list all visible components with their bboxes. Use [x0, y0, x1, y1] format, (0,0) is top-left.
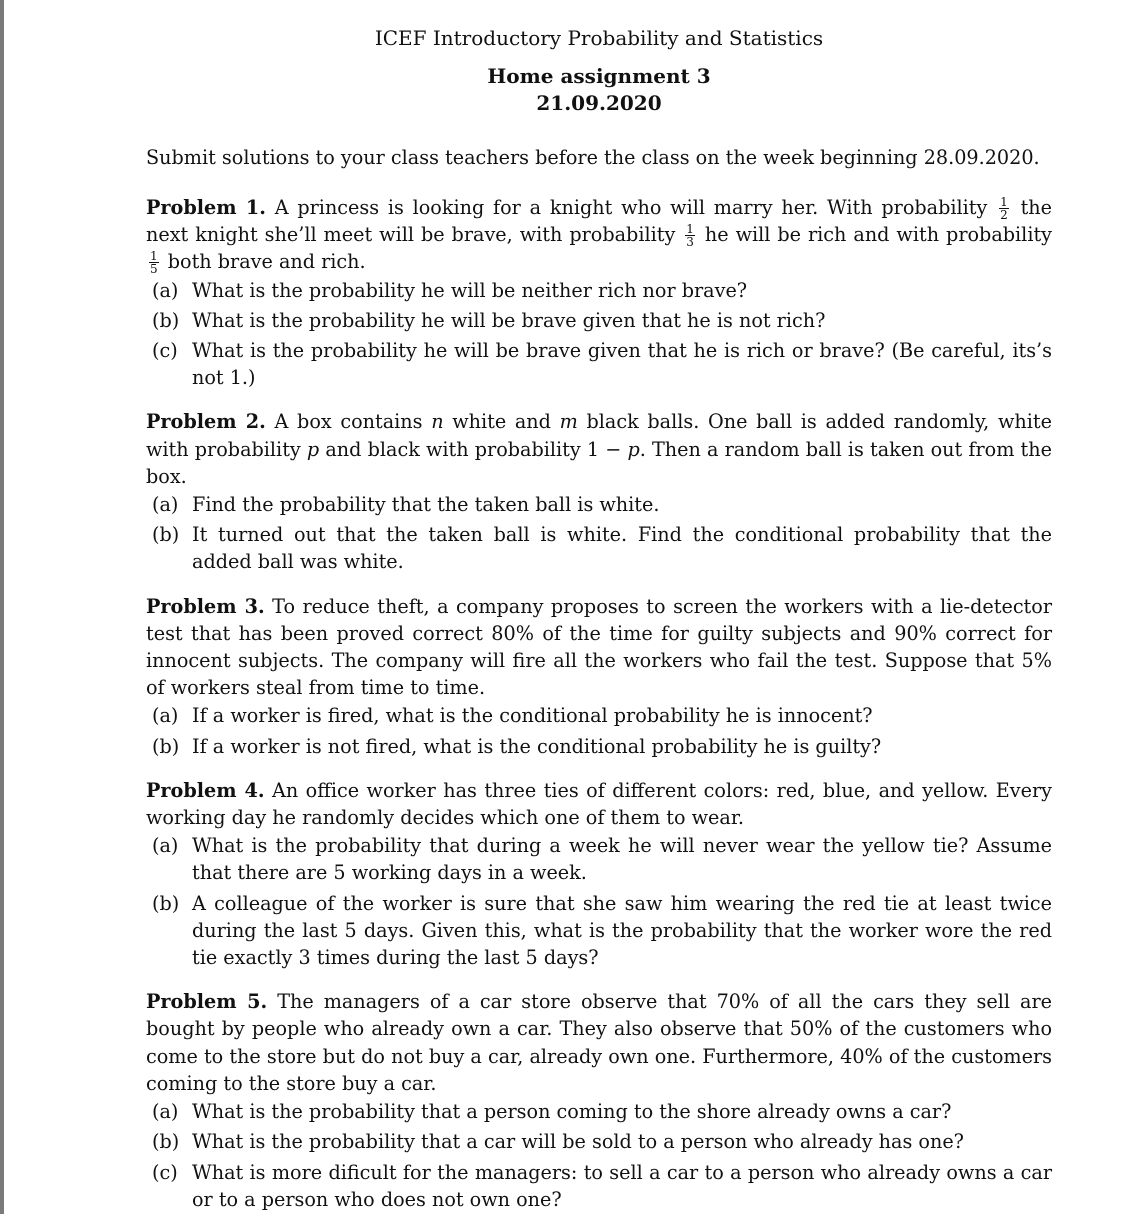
problem-1-items: [146, 277, 1052, 392]
list-item: [146, 1098, 1052, 1125]
problem-2-text: and black with probability 1 −: [325, 437, 622, 461]
assignment-date: 21.09.2020: [536, 91, 662, 115]
list-item: [146, 1128, 1052, 1155]
fraction-one-fifth: [149, 250, 159, 275]
item-text: What is the probability he will be brave given that he is not rich?: [192, 308, 826, 332]
fraction-denominator: 3: [686, 235, 694, 250]
problem-3-title: Problem 3.: [146, 594, 265, 618]
list-item: [146, 702, 1052, 729]
list-item: [146, 733, 1052, 760]
item-marker: (b): [152, 734, 180, 758]
submission-note: Submit solutions to your class teachers before the class on the week beginning 28.09.2020.: [146, 146, 1040, 169]
problem-1-text: both brave and rich.: [167, 250, 366, 274]
variable-n: n: [431, 410, 444, 434]
item-marker: (a): [152, 493, 179, 517]
viewer-left-edge: [0, 0, 4, 1214]
fraction-numerator: 1: [686, 222, 694, 237]
item-marker: (c): [152, 339, 178, 363]
problem-2: [146, 408, 1052, 575]
item-marker: (c): [152, 1160, 178, 1184]
problem-4-statement: [146, 777, 1052, 831]
problem-1-title: Problem 1.: [146, 196, 266, 219]
problem-5-statement: [146, 988, 1052, 1097]
problem-4-title: Problem 4.: [146, 778, 265, 802]
item-text: It turned out that the taken ball is white. Find the conditional probability that the added ball was white.: [192, 523, 1052, 574]
list-item: [146, 1159, 1052, 1213]
item-marker: (a): [152, 704, 179, 728]
problem-1-text: the next knight she’ll meet will be brave, with probability: [146, 196, 1052, 247]
fraction-numerator: 1: [1000, 195, 1008, 210]
item-marker: (b): [152, 308, 180, 332]
problem-2-text: white and: [452, 410, 551, 434]
item-text: What is the probability he will be neither rich nor brave?: [192, 278, 748, 302]
item-text: If a worker is not fired, what is the conditional probability he is guilty?: [192, 734, 882, 758]
problem-1-text: A princess is looking for a knight who will marry her. With probability: [274, 196, 988, 219]
variable-m: m: [559, 410, 578, 434]
problem-5-items: [146, 1098, 1052, 1213]
item-marker: (a): [152, 1100, 179, 1124]
fraction-numerator: 1: [150, 249, 158, 264]
document-page: [146, 24, 1052, 1216]
problem-1: [146, 194, 1052, 391]
problem-2-text: . Then a random ball is taken out from the box.: [146, 437, 1052, 488]
problem-3-items: [146, 702, 1052, 759]
list-item: [146, 521, 1052, 575]
problem-2-text: black balls. One ball is added randomly, white with probability: [146, 410, 1052, 461]
fraction-one-third: [685, 223, 695, 248]
assignment-title: Home assignment 3: [487, 64, 711, 88]
item-marker: (b): [152, 1130, 180, 1154]
problem-2-items: [146, 491, 1052, 576]
fraction-one-half: [999, 196, 1009, 221]
problem-2-text: A box contains: [274, 410, 423, 434]
variable-p: p: [306, 437, 320, 461]
problem-1-statement: [146, 194, 1052, 276]
problem-3: [146, 593, 1052, 760]
list-item: [146, 337, 1052, 391]
course-title: ICEF Introductory Probability and Statistics: [374, 26, 824, 50]
list-item: [146, 277, 1052, 304]
item-text: If a worker is fired, what is the conditional probability he is innocent?: [192, 704, 873, 728]
fraction-denominator: 2: [1000, 208, 1008, 223]
variable-p: p: [627, 437, 640, 461]
problem-4-items: [146, 832, 1052, 971]
list-item: [146, 832, 1052, 886]
problem-5-title: Problem 5.: [146, 990, 268, 1014]
item-text: What is the probability that a car will be sold to a person who already has one?: [192, 1130, 964, 1154]
item-text: What is more dificult for the managers: to sell a car to a person who already owns a car or to a person who does not own one?: [192, 1160, 1052, 1211]
item-text: A colleague of the worker is sure that she saw him wearing the red tie at least twice during the last 5 days. Given this, what is the probability that the worker wore the red tie exactly 3 times during the last 5 days?: [192, 891, 1052, 970]
item-text: What is the probability he will be brave given that he is rich or brave? (Be careful, its’s not 1.): [192, 339, 1052, 390]
document-header: [146, 24, 1052, 117]
item-text: What is the probability that a person coming to the shore already owns a car?: [192, 1100, 952, 1124]
item-marker: (a): [152, 278, 179, 302]
item-marker: (b): [152, 523, 180, 547]
problem-1-text: he will be rich and with probability: [704, 223, 1053, 247]
item-marker: (b): [152, 891, 180, 915]
problem-4: [146, 777, 1052, 971]
list-item: [146, 890, 1052, 972]
list-item: [146, 307, 1052, 334]
item-text: What is the probability that during a week he will never wear the yellow tie? Assume that there are 5 working days in a week.: [192, 834, 1052, 885]
problem-2-title: Problem 2.: [146, 410, 266, 434]
problem-2-statement: [146, 408, 1052, 490]
problem-3-statement: [146, 593, 1052, 702]
problem-5-text: The managers of a car store observe that 70% of all the cars they sell are bought by people who already own a car. They also observe that 50% of the customers who come to the store but do not buy a car, already own one. Furthermore, 40% of the customers coming to the store buy a car.: [146, 990, 1053, 1095]
item-text: Find the probability that the taken ball is white.: [192, 493, 660, 517]
problem-3-text: To reduce theft, a company proposes to screen the workers with a lie-detector test that has been proved correct 80% of the time for guilty subjects and 90% correct for innocent subjects. The company will fire all the workers who fail the test. Suppose that 5% of workers steal from time to time.: [146, 594, 1052, 700]
problem-5: [146, 988, 1052, 1213]
fraction-denominator: 5: [150, 262, 158, 277]
list-item: [146, 491, 1052, 518]
problem-4-text: An office worker has three ties of different colors: red, blue, and yellow. Every working day he randomly decides which one of them to wear.: [146, 778, 1052, 830]
item-marker: (a): [152, 834, 179, 858]
